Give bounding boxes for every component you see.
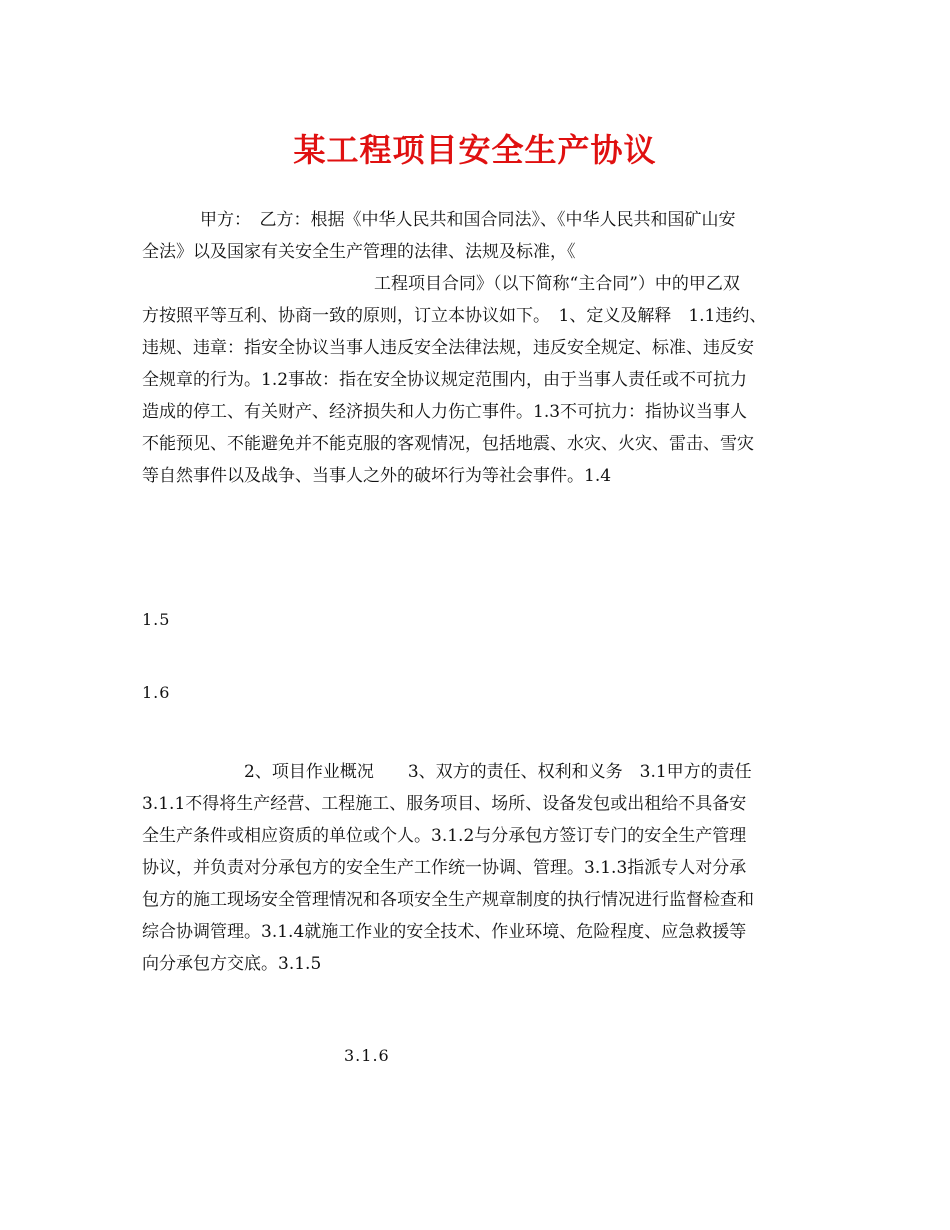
paragraph-responsibilities — [142, 756, 814, 980]
text-line: 方按照平等互利、协商一致的原则，订立本协议如下。 1、定义及解释 1.1违约、 — [142, 306, 767, 326]
text-line: 全生产条件或相应资质的单位或个人。3.1.2与分承包方签订专门的安全生产管理 — [142, 826, 747, 846]
text-line: 不能预见、不能避免并不能克服的客观情况，包括地震、水灾、火灾、雷击、雪灾 — [142, 434, 754, 454]
paragraph-definitions — [142, 204, 814, 492]
item-number-3-1-6: 3.1.6 — [344, 1046, 390, 1065]
item-number-1-6: 1.6 — [142, 683, 171, 702]
text-line: 3.1.1不得将生产经营、工程施工、服务项目、场所、设备发包或出租给不具备安 — [142, 794, 747, 814]
document-title: 某工程项目安全生产协议 — [293, 131, 657, 169]
text-line: 等自然事件以及战争、当事人之外的破坏行为等社会事件。1.4 — [142, 466, 612, 486]
text-line: 全法》以及国家有关安全生产管理的法律、法规及标准，《 — [142, 242, 576, 262]
text-line: 违规、违章：指安全协议当事人违反安全法律法规，违反安全规定、标准、违反安 — [142, 338, 754, 358]
text-line: 包方的施工现场安全管理情况和各项安全生产规章制度的执行情况进行监督检查和 — [142, 890, 754, 910]
text-line: 2、项目作业概况 3、双方的责任、权利和义务 3.1甲方的责任 — [244, 762, 752, 782]
text-line: 甲方： 乙方：根据《中华人民共和国合同法》、《中华人民共和国矿山安 — [200, 210, 736, 230]
text-line: 造成的停工、有关财产、经济损失和人力伤亡事件。1.3不可抗力：指协议当事人 — [142, 402, 748, 422]
text-line: 工程项目合同》（以下简称“主合同”）中的甲乙双 — [374, 274, 740, 294]
text-line: 向分承包方交底。3.1.5 — [142, 954, 322, 974]
text-line: 全规章的行为。1.2事故：指在安全协议规定范围内，由于当事人责任或不可抗力 — [142, 370, 748, 390]
text-line: 综合协调管理。3.1.4就施工作业的安全技术、作业环境、危险程度、应急救援等 — [142, 922, 747, 942]
text-line: 协议，并负责对分承包方的安全生产工作统一协调、管理。3.1.3指派专人对分承 — [142, 858, 747, 878]
item-number-1-5: 1.5 — [142, 610, 171, 629]
